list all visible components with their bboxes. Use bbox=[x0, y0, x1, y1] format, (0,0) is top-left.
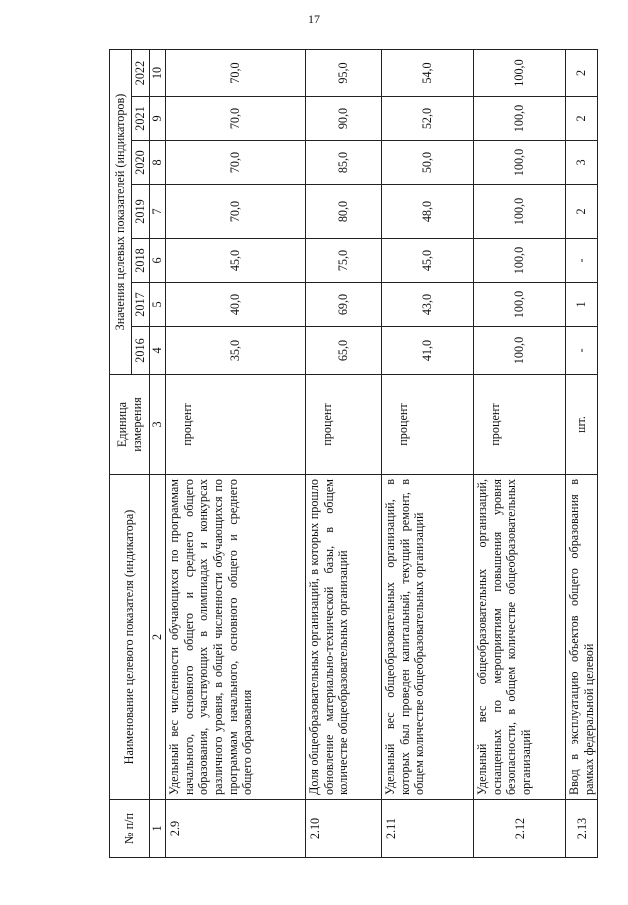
header-year: 2020 bbox=[132, 141, 150, 185]
column-number: 7 bbox=[150, 185, 166, 239]
row-number: 2.11 bbox=[382, 800, 474, 858]
indicator-unit: процент bbox=[306, 375, 382, 475]
header-num: № п/п bbox=[110, 800, 150, 858]
header-unit: Единица измерения bbox=[110, 375, 150, 475]
indicator-value: 65,0 bbox=[306, 327, 382, 375]
indicator-value: - bbox=[566, 239, 598, 283]
indicator-value: 80,0 bbox=[306, 185, 382, 239]
indicator-value: 35,0 bbox=[166, 327, 306, 375]
row-number: 2.12 bbox=[474, 800, 566, 858]
row-number: 2.9 bbox=[166, 800, 306, 858]
indicator-unit: процент bbox=[382, 375, 474, 475]
rotated-table-container bbox=[109, 50, 595, 858]
indicator-value: 100,0 bbox=[474, 97, 566, 141]
indicator-value: 45,0 bbox=[382, 239, 474, 283]
header-name: Наименование целевого показателя (индикатора) bbox=[110, 475, 150, 800]
indicator-unit: процент bbox=[166, 375, 306, 475]
indicator-value: 2 bbox=[566, 50, 598, 97]
column-number: 3 bbox=[150, 375, 166, 475]
indicator-value: 100,0 bbox=[474, 141, 566, 185]
header-values-group: Значения целевых показателей (индикаторов) bbox=[110, 50, 132, 375]
column-numbers-row bbox=[150, 50, 166, 858]
indicator-name: Ввод в эксплуатацию объектов общего образования в рамках федеральной целевой bbox=[566, 475, 598, 800]
indicators-table bbox=[109, 49, 598, 858]
indicator-value: 50,0 bbox=[382, 141, 474, 185]
indicator-value: 100,0 bbox=[474, 185, 566, 239]
column-number: 5 bbox=[150, 283, 166, 327]
column-number: 9 bbox=[150, 97, 166, 141]
indicator-value: 41,0 bbox=[382, 327, 474, 375]
column-number: 4 bbox=[150, 327, 166, 375]
header-year: 2022 bbox=[132, 50, 150, 97]
indicator-value: 54,0 bbox=[382, 50, 474, 97]
header-year: 2018 bbox=[132, 239, 150, 283]
indicator-value: 48,0 bbox=[382, 185, 474, 239]
indicator-name: Удельный вес общеобразовательных организаций, в которых был проведен капитальный, текущий ремонт, в общем количестве общеобразовательных организаций bbox=[382, 475, 474, 800]
column-number: 10 bbox=[150, 50, 166, 97]
indicator-name: Удельный вес численности обучающихся по программам начального, основного общего и среднего общего образования, участвующих в олимпиадах и конкурсах различного уровня, в общей численности обучающихся по программам начального, основного общего и среднего общего образования bbox=[166, 475, 306, 800]
column-number: 1 bbox=[150, 800, 166, 858]
header-year: 2021 bbox=[132, 97, 150, 141]
header-row bbox=[110, 50, 132, 858]
indicator-value: 2 bbox=[566, 185, 598, 239]
page-number: 17 bbox=[308, 12, 320, 26]
indicator-name: Доля общеобразовательных организаций, в которых прошло обновление материально-технической базы, в общем количестве общеобразовательных организаций bbox=[306, 475, 382, 800]
indicator-value: 90,0 bbox=[306, 97, 382, 141]
table-row bbox=[382, 50, 474, 858]
indicator-name: Удельный вес общеобразовательных организаций, оснащенных по мероприятиям повышения уровня безопасности, в общем количестве общеобразовательных организаций bbox=[474, 475, 566, 800]
row-number: 2.13 bbox=[566, 800, 598, 858]
indicator-value: - bbox=[566, 327, 598, 375]
header-year: 2016 bbox=[132, 327, 150, 375]
indicator-unit: шт. bbox=[566, 375, 598, 475]
indicator-value: 40,0 bbox=[166, 283, 306, 327]
column-number: 2 bbox=[150, 475, 166, 800]
column-number: 8 bbox=[150, 141, 166, 185]
indicator-value: 43,0 bbox=[382, 283, 474, 327]
indicator-value: 70,0 bbox=[166, 50, 306, 97]
indicator-value: 52,0 bbox=[382, 97, 474, 141]
table-row bbox=[474, 50, 566, 858]
indicator-value: 69,0 bbox=[306, 283, 382, 327]
indicator-value: 70,0 bbox=[166, 185, 306, 239]
indicator-value: 1 bbox=[566, 283, 598, 327]
indicator-value: 100,0 bbox=[474, 283, 566, 327]
indicator-value: 100,0 bbox=[474, 327, 566, 375]
indicator-value: 2 bbox=[566, 97, 598, 141]
indicator-unit: процент bbox=[474, 375, 566, 475]
indicator-value: 100,0 bbox=[474, 50, 566, 97]
header-year: 2017 bbox=[132, 283, 150, 327]
indicator-value: 100,0 bbox=[474, 239, 566, 283]
indicator-value: 95,0 bbox=[306, 50, 382, 97]
row-number: 2.10 bbox=[306, 800, 382, 858]
indicator-value: 70,0 bbox=[166, 141, 306, 185]
column-number: 6 bbox=[150, 239, 166, 283]
header-year: 2019 bbox=[132, 185, 150, 239]
indicator-value: 3 bbox=[566, 141, 598, 185]
indicator-value: 75,0 bbox=[306, 239, 382, 283]
table-row bbox=[166, 50, 306, 858]
indicator-value: 45,0 bbox=[166, 239, 306, 283]
indicator-value: 85,0 bbox=[306, 141, 382, 185]
table-row bbox=[566, 50, 598, 858]
indicator-value: 70,0 bbox=[166, 97, 306, 141]
table-row bbox=[306, 50, 382, 858]
